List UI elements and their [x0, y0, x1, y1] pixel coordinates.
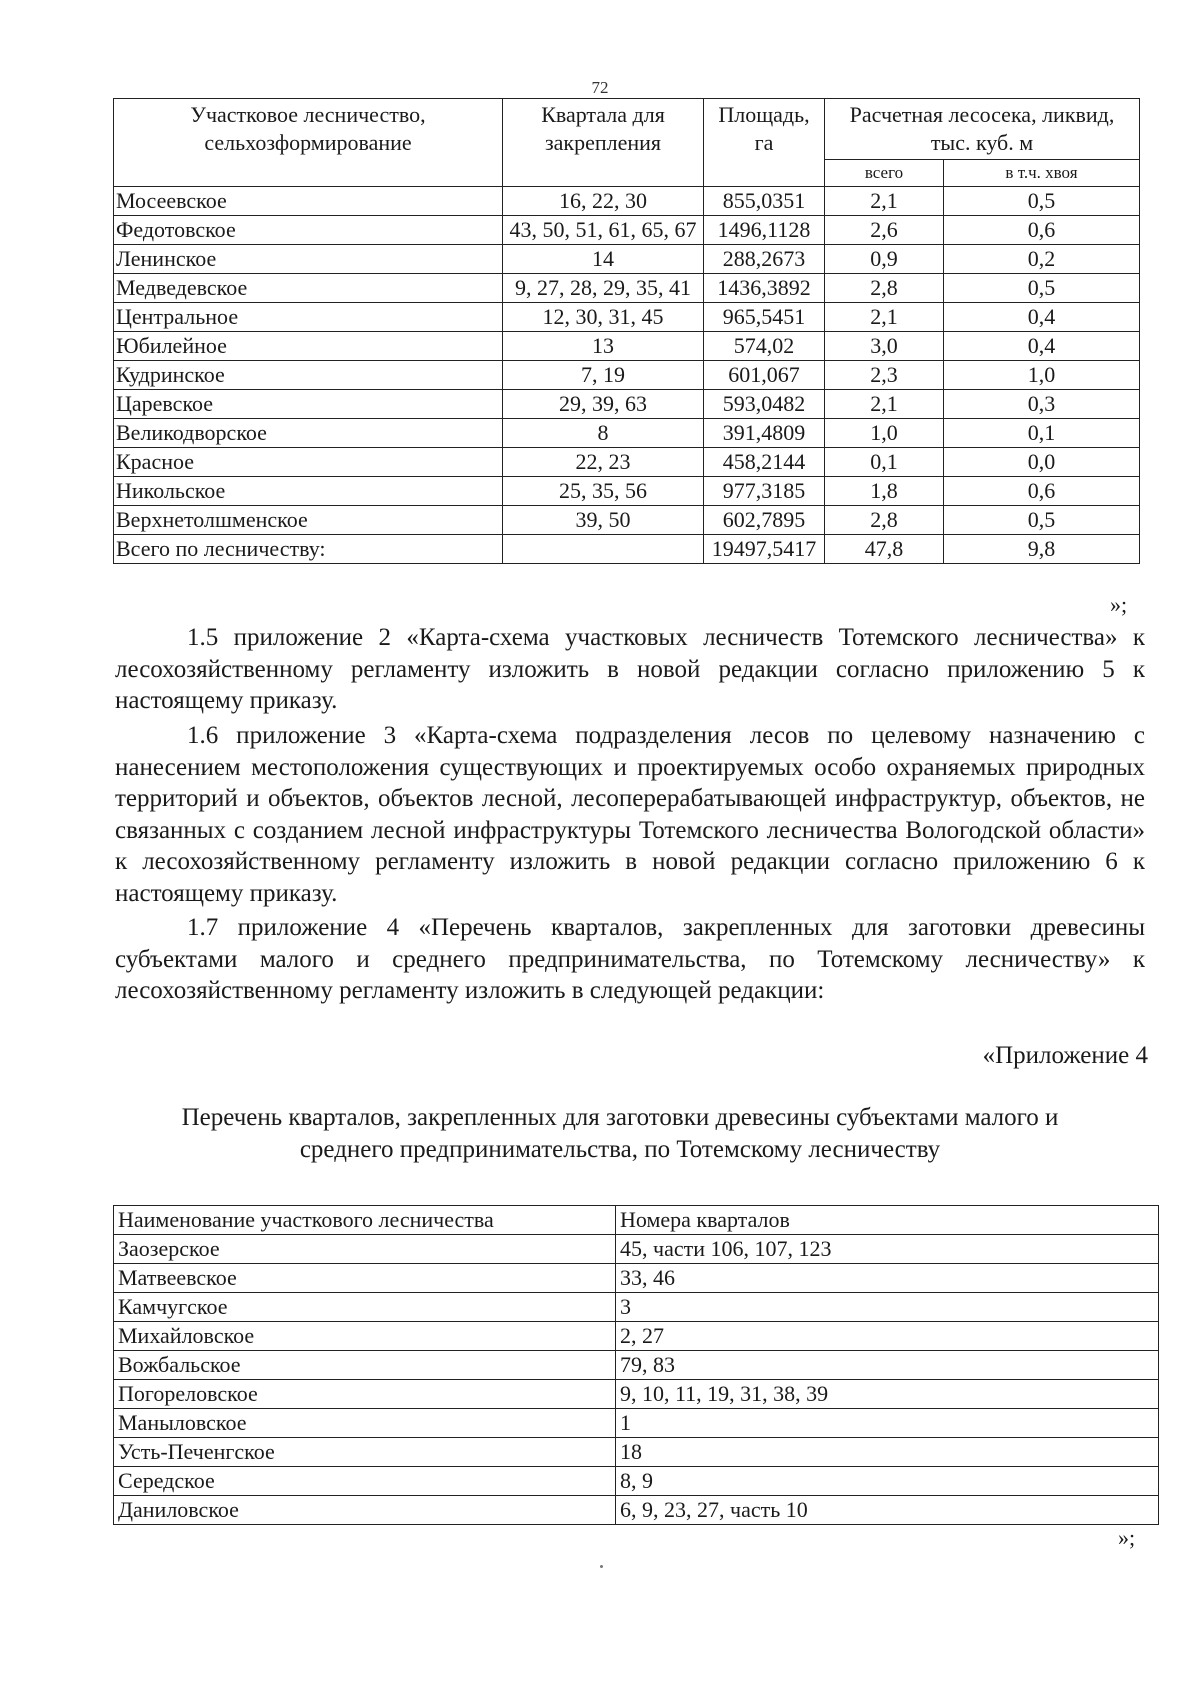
area-cell: 855,0351: [704, 187, 825, 216]
scan-dot: [600, 1565, 603, 1568]
list-title: [100, 1102, 1140, 1166]
district-cell: Верхнетолшменское: [114, 506, 503, 535]
conifer-cell: 0,6: [944, 477, 1140, 506]
quarter-numbers-cell: 3: [616, 1293, 1159, 1322]
conifer-cell: 0,4: [944, 332, 1140, 361]
paragraph-1-6: 1.6 приложение 3 «Карта-схема подразделения лесов по целевому назначению с нанесением местоположения существующих и проектируемых особо охраняемых природных территорий и объектов, объектов лесной, лесоперерабатывающей инфраструктур, объектов, не связанных с созданием лесной инфраструктуры Тотемского лесничества Вологодской области» к лесохозяйственному регламенту изложить в новой редакции согласно приложению 6 к настоящему приказу.: [115, 722, 1145, 907]
total-cell: 47,8: [825, 535, 944, 564]
quarter-numbers-cell: 1: [616, 1409, 1159, 1438]
quarters-cell: 39, 50: [503, 506, 704, 535]
district-name-cell: Погореловское: [114, 1380, 616, 1409]
table-row: [114, 187, 1140, 216]
area-cell: 1496,1128: [704, 216, 825, 245]
quarters-cell: 25, 35, 56: [503, 477, 704, 506]
total-cell: 3,0: [825, 332, 944, 361]
district-cell: Царевское: [114, 390, 503, 419]
quarters-cell: 14: [503, 245, 704, 274]
table-row: [114, 1351, 1159, 1380]
total-cell: 2,3: [825, 361, 944, 390]
district-name-cell: Вожбальское: [114, 1351, 616, 1380]
total-cell: 2,1: [825, 187, 944, 216]
smb-quarters-table: [113, 1205, 1159, 1525]
quarter-numbers-cell: 2, 27: [616, 1322, 1159, 1351]
district-name-cell: Матвеевское: [114, 1264, 616, 1293]
area-cell: 574,02: [704, 332, 825, 361]
district-name-cell: Середское: [114, 1467, 616, 1496]
table-row: [114, 361, 1140, 390]
quarters-cell: 9, 27, 28, 29, 35, 41: [503, 274, 704, 303]
area-cell: 19497,5417: [704, 535, 825, 564]
conifer-cell: 0,0: [944, 448, 1140, 477]
table-row: [114, 535, 1140, 564]
total-cell: 2,1: [825, 390, 944, 419]
total-cell: 2,6: [825, 216, 944, 245]
conifer-cell: 0,5: [944, 506, 1140, 535]
quarter-numbers-cell: 18: [616, 1438, 1159, 1467]
conifer-cell: 0,6: [944, 216, 1140, 245]
area-cell: 965,5451: [704, 303, 825, 332]
total-cell: 2,8: [825, 506, 944, 535]
district-cell: Всего по лесничеству:: [114, 535, 503, 564]
list-title-line-2: среднего предпринимательства, по Тотемскому лесничеству: [299, 1136, 941, 1163]
quarter-numbers-cell: 79, 83: [616, 1351, 1159, 1380]
table-row: [114, 448, 1140, 477]
district-cell: Центральное: [114, 303, 503, 332]
quarters-cell: 22, 23: [503, 448, 704, 477]
table-row: [114, 1438, 1159, 1467]
header-quarter-numbers: Номера кварталов: [616, 1206, 1159, 1235]
conifer-cell: 0,5: [944, 187, 1140, 216]
district-cell: Медведевское: [114, 274, 503, 303]
quarter-numbers-cell: 9, 10, 11, 19, 31, 38, 39: [616, 1380, 1159, 1409]
quarters-cell: 13: [503, 332, 704, 361]
district-cell: Никольское: [114, 477, 503, 506]
quarters-cell: 43, 50, 51, 61, 65, 67: [503, 216, 704, 245]
quarter-numbers-cell: 8, 9: [616, 1467, 1159, 1496]
table-row: [114, 1293, 1159, 1322]
list-title-line-1: Перечень кварталов, закрепленных для заготовки древесины субъектами малого и: [181, 1104, 1059, 1131]
district-cell: Ленинское: [114, 245, 503, 274]
table-row: [114, 506, 1140, 535]
conifer-cell: 9,8: [944, 535, 1140, 564]
total-cell: 0,9: [825, 245, 944, 274]
appendix-heading: «Приложение 4: [982, 1042, 1148, 1069]
district-name-cell: Даниловское: [114, 1496, 616, 1525]
table-row: [114, 1235, 1159, 1264]
table-row: [114, 1322, 1159, 1351]
area-cell: 1436,3892: [704, 274, 825, 303]
district-name-cell: Камчугское: [114, 1293, 616, 1322]
quarters-cell: 16, 22, 30: [503, 187, 704, 216]
table-row: [114, 303, 1140, 332]
district-cell: Красное: [114, 448, 503, 477]
quarters-cell: 29, 39, 63: [503, 390, 704, 419]
district-cell: Мосеевское: [114, 187, 503, 216]
total-cell: 2,8: [825, 274, 944, 303]
closing-quote: »;: [1110, 592, 1128, 617]
header-allowable-cut: Расчетная лесосека, ликвид, тыс. куб. м: [825, 99, 1140, 160]
page-number: 72: [591, 78, 609, 97]
district-name-cell: Заозерское: [114, 1235, 616, 1264]
quarters-cell: 12, 30, 31, 45: [503, 303, 704, 332]
district-cell: Юбилейное: [114, 332, 503, 361]
table-row: [114, 1409, 1159, 1438]
table-row: [114, 477, 1140, 506]
quarters-cell: [503, 535, 704, 564]
header-quarters: Квартала для закрепления: [503, 99, 704, 187]
quarter-numbers-cell: 45, части 106, 107, 123: [616, 1235, 1159, 1264]
conifer-cell: 0,5: [944, 274, 1140, 303]
area-cell: 391,4809: [704, 419, 825, 448]
table-row: [114, 216, 1140, 245]
header-district-name: Наименование участкового лесничества: [114, 1206, 616, 1235]
conifer-cell: 0,2: [944, 245, 1140, 274]
table-row: [114, 419, 1140, 448]
table-row: [114, 1496, 1159, 1525]
table-row: [114, 1380, 1159, 1409]
total-cell: 0,1: [825, 448, 944, 477]
area-cell: 602,7895: [704, 506, 825, 535]
header-total: всего: [825, 160, 944, 187]
area-cell: 288,2673: [704, 245, 825, 274]
total-cell: 1,8: [825, 477, 944, 506]
closing-quote: »;: [1118, 1525, 1136, 1550]
quarters-cell: 7, 19: [503, 361, 704, 390]
table-row: [114, 390, 1140, 419]
district-cell: Великодворское: [114, 419, 503, 448]
conifer-cell: 0,4: [944, 303, 1140, 332]
quarter-numbers-cell: 6, 9, 23, 27, часть 10: [616, 1496, 1159, 1525]
district-cell: Кудринское: [114, 361, 503, 390]
table-row: [114, 332, 1140, 361]
total-cell: 2,1: [825, 303, 944, 332]
header-district: Участковое лесничество, сельхозформирование: [114, 99, 503, 187]
table-row: [114, 245, 1140, 274]
table-row: [114, 274, 1140, 303]
conifer-cell: 0,1: [944, 419, 1140, 448]
area-cell: 458,2144: [704, 448, 825, 477]
area-cell: 593,0482: [704, 390, 825, 419]
paragraph-1-7: 1.7 приложение 4 «Перечень кварталов, закрепленных для заготовки древесины субъектами малого и среднего предпринимательства, по Тотемскому лесничеству» к лесохозяйственному регламенту изложить в следующей редакции:: [115, 914, 1145, 1004]
conifer-cell: 1,0: [944, 361, 1140, 390]
table-row: [114, 1264, 1159, 1293]
area-cell: 601,067: [704, 361, 825, 390]
district-name-cell: Маныловское: [114, 1409, 616, 1438]
total-cell: 1,0: [825, 419, 944, 448]
header-conifer: в т.ч. хвоя: [944, 160, 1140, 187]
quarter-numbers-cell: 33, 46: [616, 1264, 1159, 1293]
paragraph-1-5: 1.5 приложение 2 «Карта-схема участковых лесничеств Тотемского лесничества» к лесохозяйственному регламенту изложить в новой редакции согласно приложению 5 к настоящему приказу.: [115, 624, 1145, 714]
district-cell: Федотовское: [114, 216, 503, 245]
quarters-cell: 8: [503, 419, 704, 448]
table-row: [114, 1467, 1159, 1496]
area-cell: 977,3185: [704, 477, 825, 506]
district-name-cell: Михайловское: [114, 1322, 616, 1351]
header-area: Площадь, га: [704, 99, 825, 187]
conifer-cell: 0,3: [944, 390, 1140, 419]
district-name-cell: Усть-Печенгское: [114, 1438, 616, 1467]
allowable-cut-table: [113, 98, 1140, 564]
